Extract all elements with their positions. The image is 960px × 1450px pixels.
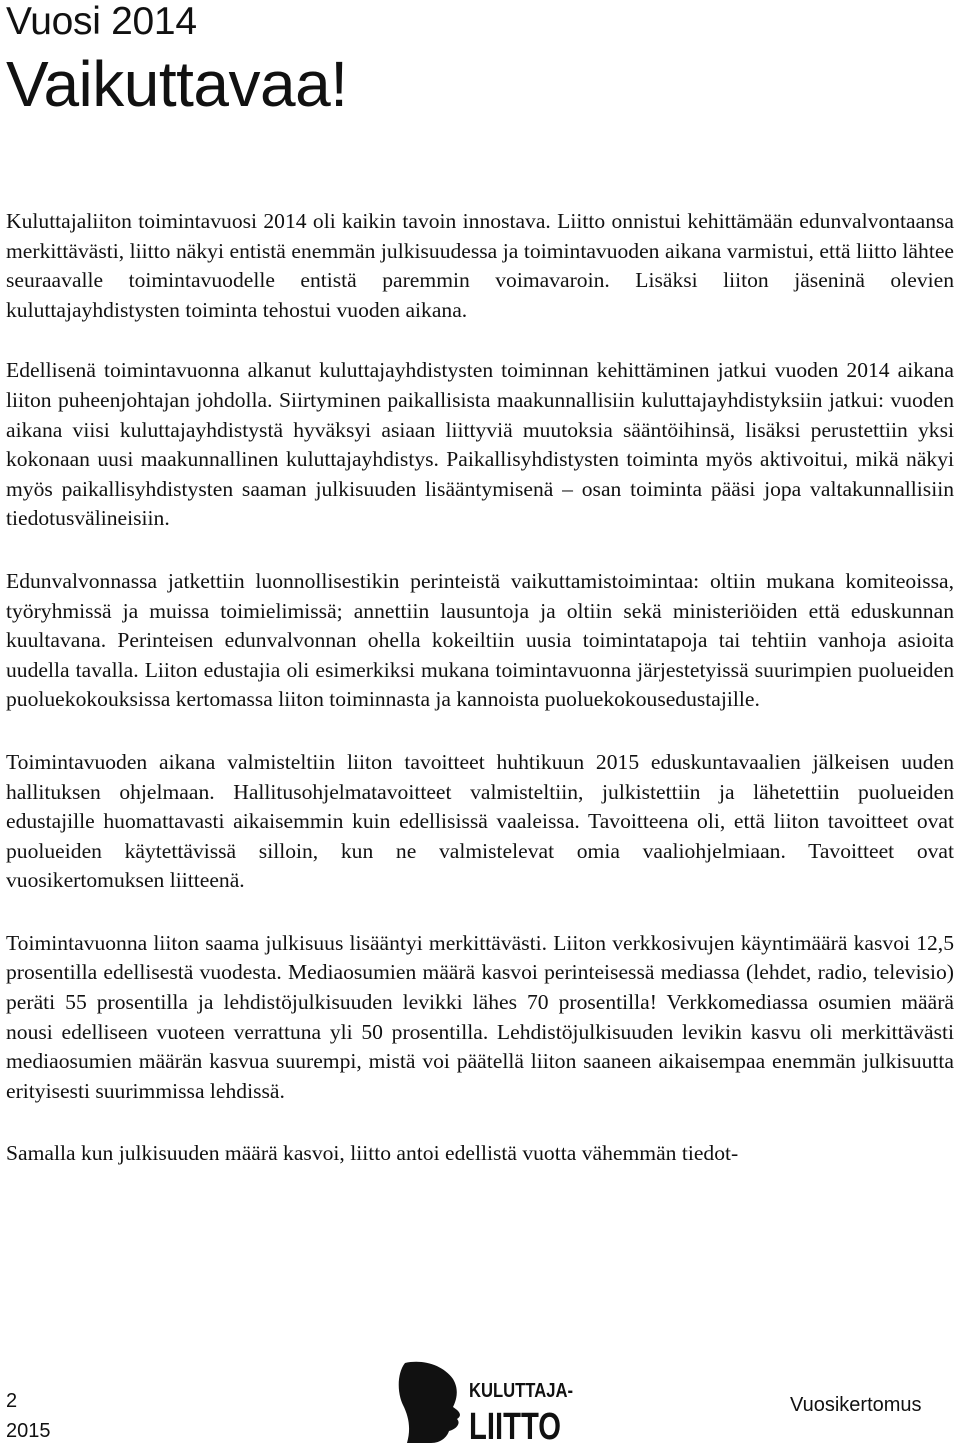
logo-line-1: KULUTTAJA-: [469, 1380, 573, 1402]
year-heading: Vuosi 2014: [6, 0, 197, 43]
head-silhouette-icon: [399, 1362, 460, 1443]
report-name: Vuosikertomus: [790, 1394, 922, 1416]
logo-line-2: LIITTO: [469, 1406, 561, 1448]
kuluttajaliitto-logo: [397, 1359, 577, 1448]
page-number: 2: [6, 1390, 18, 1412]
page-header: [6, 0, 946, 120]
paragraph-3: Edunvalvonnassa jatkettiin luonnollisestikin perinteistä vaikuttamistoimintaa: oltiin mukana komiteoissa, työryhmissä ja muissa toimielimissä; annettiin lausuntoja ja oltiin sekä ministeriöiden että eduskunnan kuultavana. Perinteisen edunvalvonnan ohella kokeiltiin uusia toimintatapoja tai tehtiin vanhoja asioita uudella tavalla. Liiton edustajia oli esimerkiksi mukana toimintavuonna järjestetyissä suurimpien puolueiden puoluekokouksissa kertomassa liiton toiminnasta ja kannoista puoluekokousedustajille.: [6, 568, 954, 712]
body-text: [6, 207, 954, 1202]
footer-year: 2015: [6, 1420, 51, 1442]
paragraph-5: Toimintavuonna liiton saama julkisuus lisääntyi merkittävästi. Liiton verkkosivujen käyntimäärä kasvoi 12,5 prosentilla edellisestä vuodesta. Mediaosumien määrä kasvoi perinteisessä mediassa (lehdet, radio, televisio) peräti 55 prosentilla ja lehdistöjulkisuuden levikki lähes 70 prosentilla! Verkkomediassa osumien määrä nousi edelliseen vuoteen verrattuna yli 50 prosentilla. Lehdistöjulkisuuden levikin kasvu oli merkittävästi mediaosumien määrän kasvua suurempi, mistä voi päätellä liiton saaneen aikaisempaa enemmän julkisuutta erityisesti suurimmissa lehdissä.: [6, 930, 954, 1103]
paragraph-2: Edellisenä toimintavuonna alkanut kuluttajayhdistysten toiminnan kehittäminen jatkui vuoden 2014 aikana liiton puheenjohtajan johdolla. Siirtyminen paikallisista maakunnallisiin kuluttajayhdistyksiin jatkui: vuoden aikana viisi kuluttajayhdistystä hyväksyi asiaan liittyviä muutoksia sääntöihinsä, lisäksi perustettiin yksi kokonaan uusi maakunnallinen kuluttajayhdistys. Paikallisyhdistysten toiminta myös aktivoitui, mikä näkyi myös paikallisyhdistysten saaman julkisuuden lisääntymisenä – osan toiminta pääsi jopa valtakunnallisiin tiedotusvälineisiin.: [6, 358, 954, 531]
paragraph-6: Samalla kun julkisuuden määrä kasvoi, liitto antoi edellistä vuotta vähemmän tiedot-: [6, 1141, 739, 1166]
paragraph-4: Toimintavuoden aikana valmisteltiin liiton tavoitteet huhtikuun 2015 eduskuntavaalien jälkeisen uuden hallituksen ohjelmaan. Hallitusohjelmatavoitteet valmisteltiin, julkistettiin ja lähetettiin puolueiden edustajille huomattavasti aikaisemmin kuin edellisissä vaaleissa. Tavoitteena oli, että liiton tavoitteet ovat puolueiden käytettävissä silloin, kun ne valmistelevat omia vaaliohjelmiaan. Tavoitteet ovat vuosikertomuksen liitteenä.: [6, 749, 954, 893]
page-title: Vaikuttavaa!: [6, 48, 348, 120]
page-footer: [0, 1355, 960, 1450]
paragraph-1: Kuluttajaliiton toimintavuosi 2014 oli kaikin tavoin innostava. Liitto onnistui kehittämään edunvalvontaansa merkittävästi, liitto näkyi entistä enemmän julkisuudessa ja toimintavuoden aikana varmistui, että liitto lähtee seuraavalle toimintavuodelle entistä paremmin voimavaroin. Lisäksi liiton jäseninä olevien kuluttajayhdistysten toiminta tehostui vuoden aikana.: [6, 209, 954, 322]
